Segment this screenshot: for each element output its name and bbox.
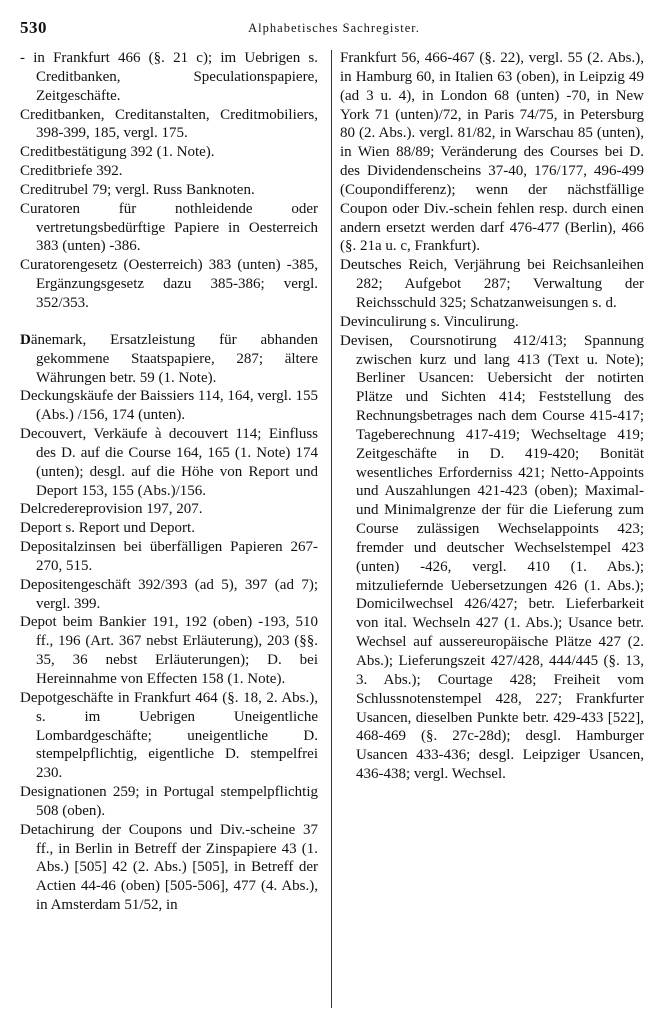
index-entry: Devisen, Coursnotirung 412/413; Spannung zwischen kurz und lang 413 (Text u. Note); Berliner Usancen: Uebersicht der notirten Plätze und Sichten 414; Feststellung des Rechnungsbetrages nach dem Course 415-417; Tageberechnung 417-419; Wechseltage 419; Zeitgeschäfte in D. 419-420; Bonität wesentliches Erforderniss 421; Netto-Appoints und Auszahlungen 421-423 (oben); Maximal- und Minimalgrenze der für die Lieferung zum Course zulässigen Wechselappoints 423; fremder und deutscher Wechselstempel 423 (unten) -426, vergl. 410 (1. Abs.); mitzuliefernde Uebersetzungen 426 (1. Abs.); Domicilwechsel 426/427; betr. Lieferbarkeit von ital. Wechseln 427 (1. Abs.); Usance betr. Wechsel auf aussereuropäische Plätze 427 (2. Abs.); Lieferungszeit 427/428, 444/445 (§. 13, 3. Abs.); Courtage 428; Freiheit vom Schlussnotenstempel 428, 227; Frankfurter Usancen, dieselben Punkte betr. 429-433 [522], 468-469 (§. 27c-28d); desgl. Hamburger Usancen 433-436; desgl. Leipziger Usancen, 436-438; vergl. Wechsel. (340, 332, 644, 783)
section-gap (20, 313, 318, 331)
index-entry: Decouvert, Verkäufe à decouvert 114; Einfluss des D. auf die Course 164, 165 (1. Note) 174 (unten); desgl. auf die Höhe von Report und Deport 153, 155 (Abs.)/156. (20, 426, 318, 499)
index-entry: Devinculirung s. Vinculirung. (340, 313, 519, 330)
index-entry: Creditbestätigung 392 (1. Note). (20, 144, 215, 161)
section-initial: D (20, 331, 31, 348)
index-entry-continued: Frankfurt 56, 466-467 (§. 22), vergl. 55 (2. Abs.), in Hamburg 60, in Italien 63 (oben), in Leipzig 49 (ad 3 u. 4), in London 68 (unten) -70, in New York 71 (unten)/72, in Paris 74/75, in Petersburg 80 (2. Abs.). vergl. 81/82, in Warschau 85 (unten), in Wien 88/89; Veränderung des Courses bei D. des Dividendenscheins 37-40, 176/177, 496-499 (Coupondifferenz); wenn der nächstfällige Coupon oder Div.-schein fehlen resp. durch einen andern ersetzt werden darf 476-477 (Berlin), 466 (§. 21a u. c, Frankfurt). (340, 50, 644, 255)
index-entry: Creditrubel 79; vergl. Russ Banknoten. (20, 181, 255, 198)
right-column (340, 49, 644, 784)
index-entry: Deutsches Reich, Verjährung bei Reichsanleihen 282; Aufgebot 287; Verwaltung der Reichsschuld 325; Schatzanweisungen s. d. (340, 257, 644, 311)
index-entry: Designationen 259; in Portugal stempelpflichtig 508 (oben). (20, 784, 318, 819)
index-entry: Depotgeschäfte in Frankfurt 464 (§. 18, 2. Abs.), s. im Uebrigen Uneigentliche Lombardgeschäfte; uneigentliche D. stempelpflichtig, eigentliche D. stempelfrei 230. (20, 689, 318, 782)
page-number: 530 (20, 18, 47, 37)
index-entry: Deport s. Report und Deport. (20, 520, 195, 537)
index-entry: Curatorengesetz (Oesterreich) 383 (unten) -385, Ergänzungsgesetz dazu 385-386; vergl. 352/353. (20, 257, 318, 311)
index-entry: Depositengeschäft 392/393 (ad 5), 397 (ad 7); vergl. 399. (20, 576, 318, 612)
running-title: Alphabetisches Sachregister. (248, 21, 420, 35)
left-column (20, 49, 318, 915)
index-entry: Delcredereprovision 197, 207. (20, 501, 203, 518)
index-entry-section-d (20, 331, 318, 388)
index-entry: Detachirung der Coupons und Div.-scheine 37 ff., in Berlin in Betreff der Zinspapiere 43 (1. Abs.) [505] 42 (2. Abs.) [505], in Betreff der Actien 44-46 (oben) [505-506], 477 (4. Abs.), in Amsterdam 51/52, in (20, 821, 318, 914)
index-entry: Depot beim Bankier 191, 192 (oben) -193, 510 ff., 196 (Art. 367 nebst Erläuterung), 203 (§§. 35, 36 nebst Erläuterungen); D. bei Hereinnahme von Effecten 158 (1. Note). (20, 614, 318, 687)
index-entry: Deckungskäufe der Baissiers 114, 164, vergl. 155 (Abs.) /156, 174 (unten). (20, 388, 318, 424)
column-divider (331, 50, 332, 1008)
index-entry: Creditbriefe 392. (20, 163, 123, 180)
index-entry: - in Frankfurt 466 (§. 21 c); im Uebrigen s. Creditbanken, Speculationspapiere, Zeitgeschäfte. (20, 50, 318, 104)
index-entry: Creditbanken, Creditanstalten, Creditmobiliers, 398-399, 185, vergl. 175. (20, 106, 318, 142)
index-entry-text: änemark, Ersatzleistung für abhanden gekommene Staatspapiere, 287; ältere Währungen betr. 59 (1. Note). (30, 331, 318, 386)
index-entry: Curatoren für nothleidende oder vertretungsbedürftige Papiere in Oesterreich 383 (unten) -386. (20, 200, 318, 255)
page-header (20, 18, 648, 42)
index-entry: Depositalzinsen bei überfälligen Papieren 267-270, 515. (20, 539, 318, 574)
